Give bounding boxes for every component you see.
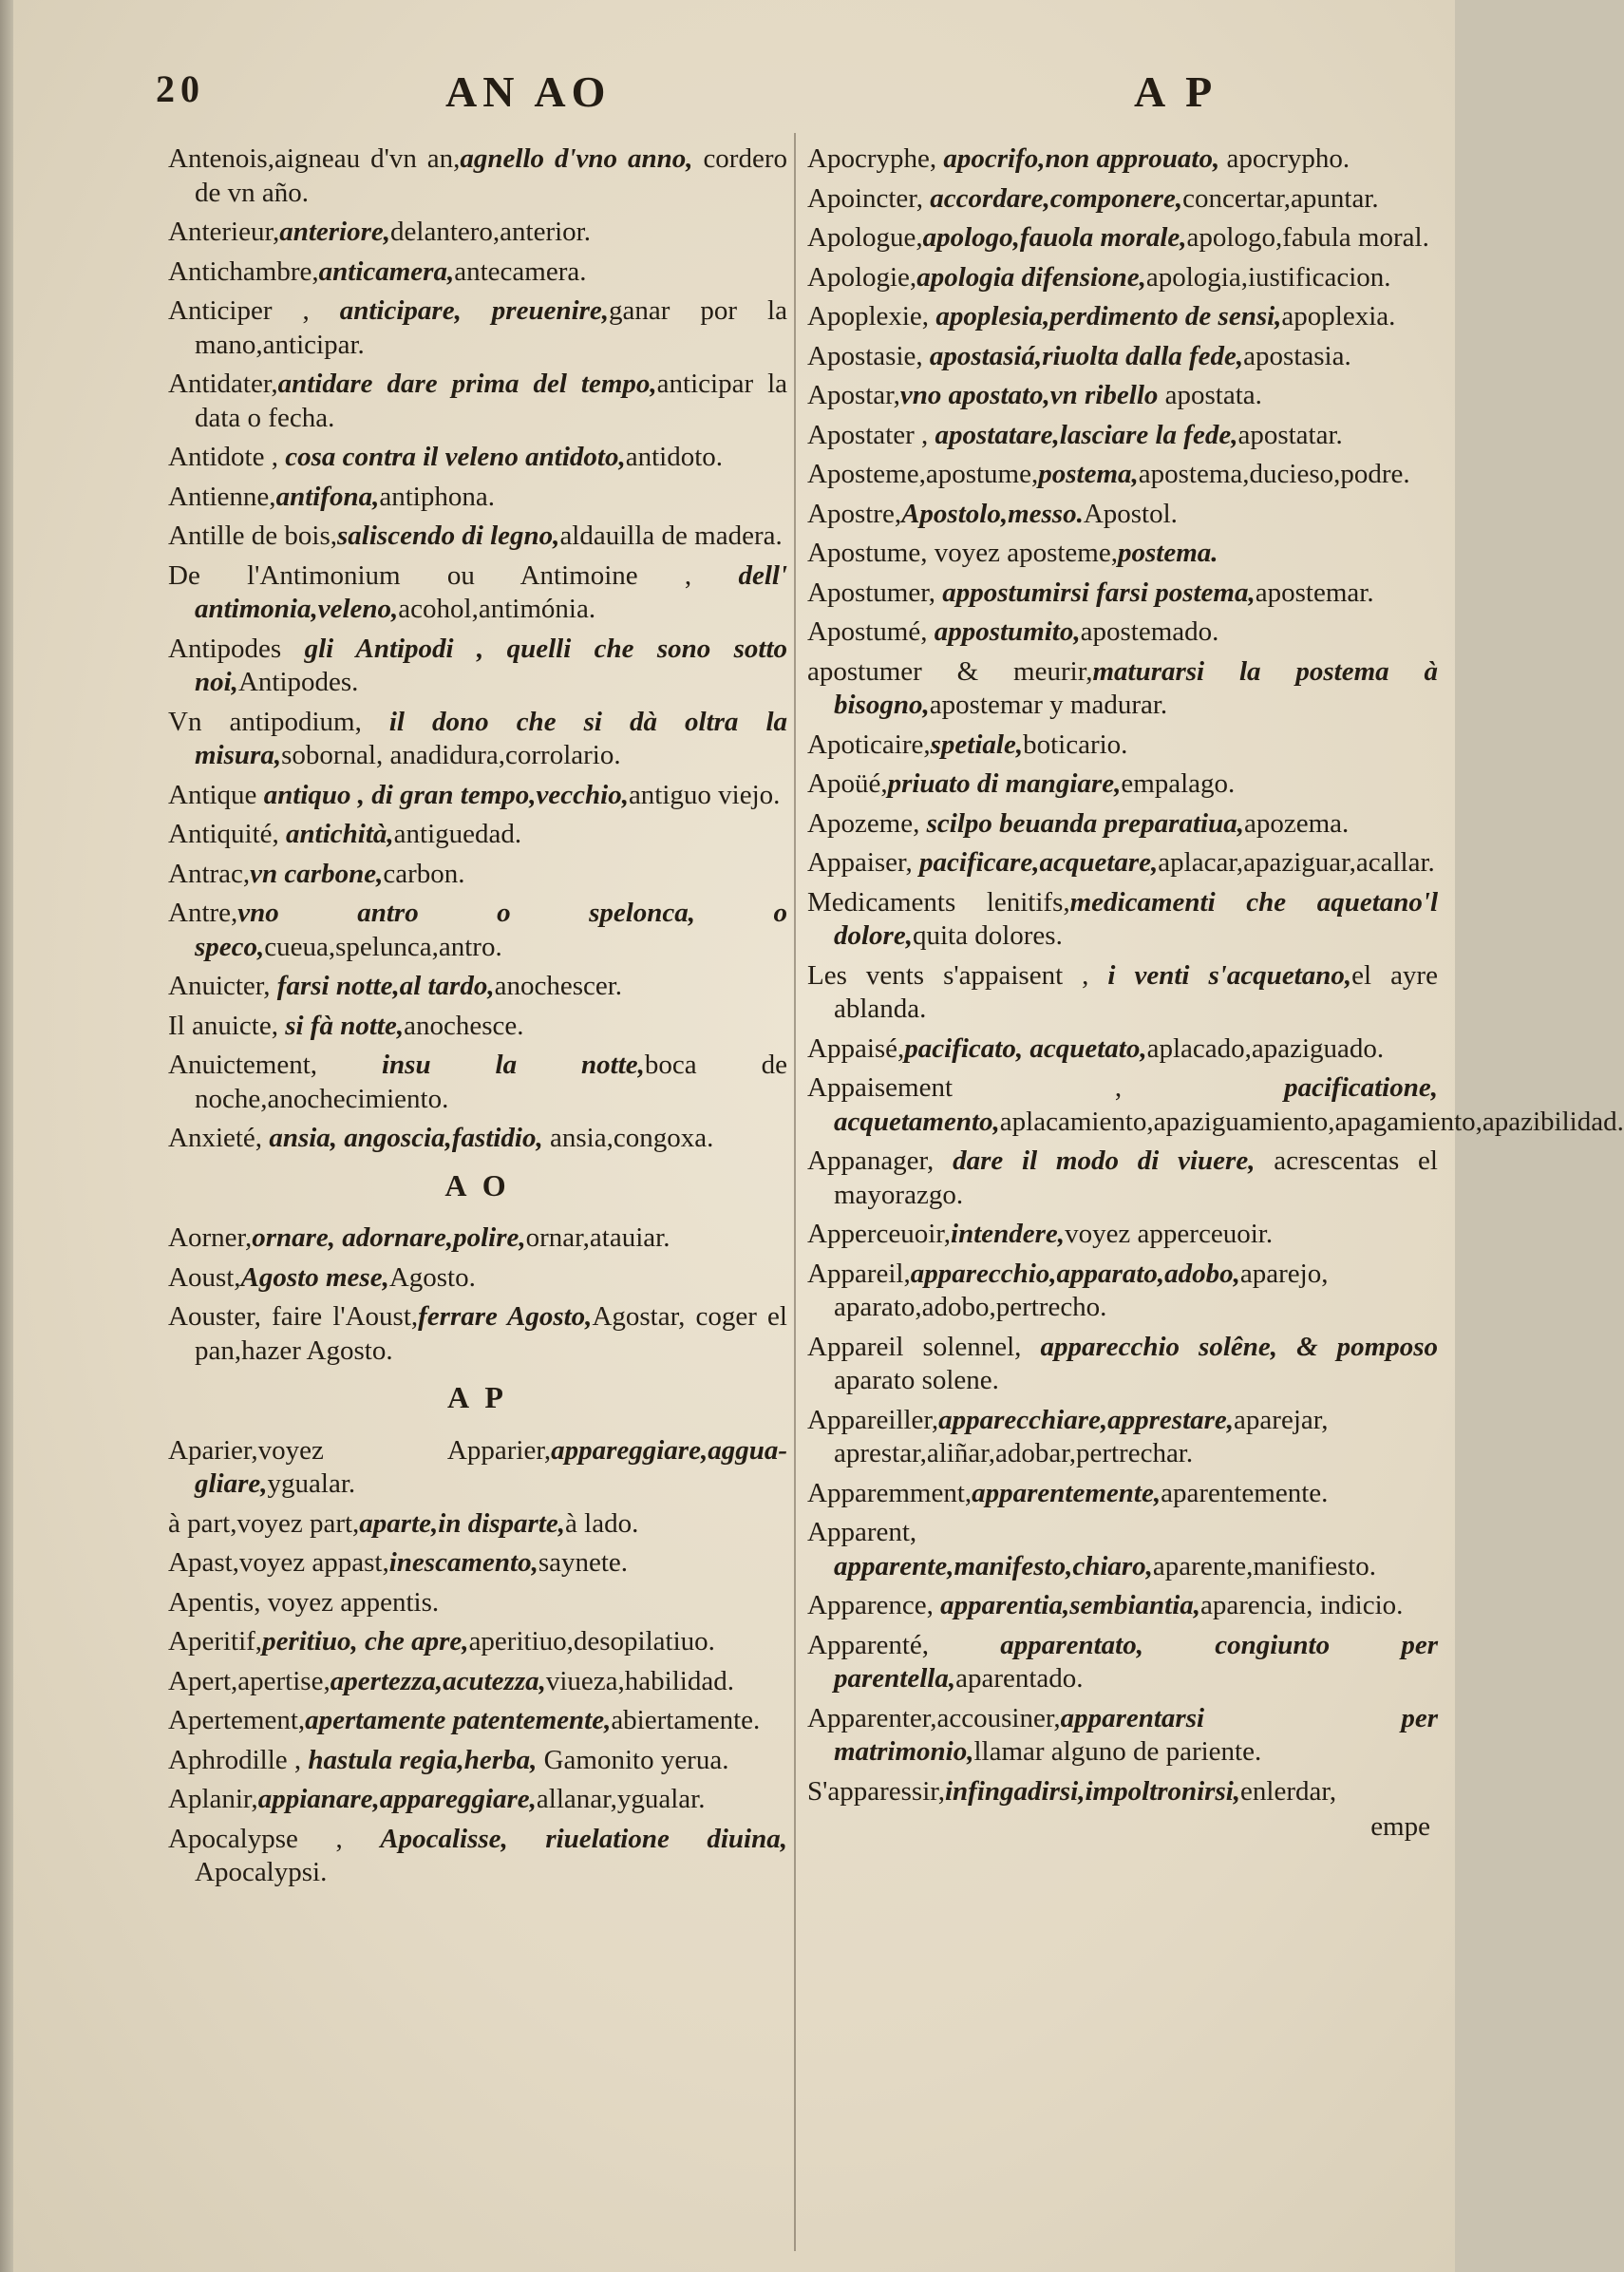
dictionary-entry	[807, 767, 1438, 802]
spanish-gloss: antiguo viejo.	[628, 779, 781, 810]
italian-gloss: si fà notte,	[285, 1010, 405, 1041]
headword: Antichambre,	[168, 256, 319, 287]
entries-ao	[168, 1221, 787, 1368]
italian-gloss: antiquo , di gran tempo,vecchio,	[263, 779, 629, 810]
italian-gloss: apertamente patentemente,	[305, 1705, 612, 1735]
dictionary-entry	[807, 846, 1438, 880]
dictionary-entry	[807, 729, 1438, 763]
spanish-gloss: abiertamente.	[611, 1705, 761, 1735]
headword: Apast,voyez appast,	[168, 1547, 389, 1578]
italian-gloss: apostatare,lasciare la fede,	[935, 419, 1238, 450]
headword: Aoust,	[168, 1261, 241, 1293]
spanish-gloss: el ayre ablanda.	[834, 959, 1438, 1024]
dictionary-entry	[807, 261, 1438, 295]
dictionary-entry	[807, 655, 1438, 723]
headword: Antipodes	[168, 633, 305, 664]
spanish-gloss: concertar,apuntar.	[1182, 182, 1379, 214]
italian-gloss: appostumirsi farsi postema,	[942, 577, 1256, 608]
headword: Apostasie,	[807, 340, 930, 371]
dictionary-entry	[168, 1261, 787, 1296]
dictionary-entry	[168, 1665, 787, 1699]
italian-gloss: apparecchio,apparato,adobo,	[910, 1258, 1240, 1289]
spanish-gloss: aplacamiento,apaziguamiento,apagamiento,apazibilidad.	[999, 1106, 1624, 1137]
italian-gloss: antifona,	[275, 481, 380, 512]
spanish-gloss: acrescentas el mayorazgo.	[834, 1145, 1438, 1210]
spanish-gloss: apostemar.	[1255, 577, 1374, 608]
headword: Anticiper ,	[168, 295, 340, 326]
dictionary-entry	[807, 577, 1438, 611]
spanish-gloss: apostemar y madurar.	[929, 690, 1168, 720]
headword: S'apparessir,	[807, 1775, 945, 1807]
dictionary-entry	[168, 368, 787, 435]
headword: Apostre,	[807, 498, 902, 529]
headword: Anterieur,	[168, 217, 280, 247]
headword: apostumer & meurir,	[807, 655, 1093, 687]
headword: à part,voyez part,	[168, 1507, 360, 1539]
italian-gloss: antidare dare prima del tempo,	[277, 369, 657, 399]
italian-gloss: appianare,appareggiare,	[257, 1784, 537, 1814]
spanish-gloss: aparente,manifiesto.	[1152, 1550, 1377, 1581]
dictionary-page	[13, 0, 1624, 2272]
italian-gloss: antichità,	[286, 819, 394, 849]
dictionary-entry	[168, 1744, 787, 1778]
spanish-gloss: cordero de vn año.	[195, 143, 787, 208]
italian-gloss: apostasiá,riuolta dalla fede,	[929, 340, 1244, 371]
dictionary-entry	[807, 142, 1438, 177]
italian-gloss: Apocalisse, riuelatione diuina,	[380, 1823, 787, 1854]
italian-gloss: infingadirsi,impoltronirsi,	[945, 1775, 1241, 1807]
headword: Antiquité,	[168, 819, 287, 849]
dictionary-entry	[807, 300, 1438, 334]
italian-gloss: gli Antipodi , quelli che sono sotto noi,	[195, 633, 787, 697]
dictionary-entry	[807, 1477, 1438, 1511]
spanish-gloss: antiphona.	[379, 481, 495, 512]
dictionary-entry	[168, 142, 787, 210]
headword: Apertement,	[168, 1705, 306, 1735]
italian-gloss: cosa contra il veleno antidoto,	[285, 442, 626, 472]
dictionary-entry	[168, 1783, 787, 1817]
headword: Apparemment,	[807, 1477, 973, 1508]
spanish-gloss: Apostol.	[1083, 498, 1178, 529]
spanish-gloss: saynete.	[538, 1547, 629, 1578]
italian-gloss: maturarsi la postema à bisogno,	[834, 655, 1438, 720]
spanish-gloss: Agostar, coger el pan,hazer Agosto.	[195, 1301, 787, 1366]
page-number: 20	[156, 67, 205, 110]
dictionary-entry	[168, 858, 787, 892]
italian-gloss: dare il modo di viuere,	[953, 1145, 1256, 1176]
italian-gloss: postema.	[1117, 538, 1218, 568]
italian-gloss: vn carbone,	[250, 858, 384, 889]
spanish-gloss: antecamera.	[454, 256, 587, 287]
dictionary-entry	[168, 481, 787, 515]
italian-gloss: i venti s'acquetano,	[1107, 959, 1352, 991]
spanish-gloss: quita dolores.	[912, 920, 1063, 951]
italian-gloss: anticamera,	[318, 256, 455, 287]
italian-gloss: pacificato, acquetato,	[904, 1032, 1147, 1064]
headword: Apoplexie,	[807, 301, 936, 331]
dictionary-entry	[168, 1704, 787, 1738]
italian-gloss: apparentia,sembiantia,	[940, 1590, 1201, 1620]
headword: Anxieté,	[168, 1123, 270, 1153]
right-column	[807, 142, 1624, 1845]
dictionary-entry	[168, 1823, 787, 1890]
headword: Les vents s'appaisent ,	[807, 959, 1108, 991]
headword: Aperitif,	[168, 1626, 263, 1657]
headword: Medicaments lenitifs,	[807, 886, 1070, 918]
headword: Vn antipodium,	[168, 706, 389, 737]
dictionary-entry	[807, 886, 1438, 954]
headword: Apparenté,	[807, 1629, 1001, 1660]
headword: Apparenter,accousiner,	[807, 1702, 1061, 1733]
italian-gloss: Apostolo,messo.	[901, 498, 1084, 529]
italian-gloss: peritiuo, che apre,	[262, 1626, 469, 1657]
dictionary-entry	[807, 221, 1438, 256]
headword: Antrac,	[168, 858, 251, 889]
dictionary-entry	[807, 1404, 1438, 1471]
spanish-gloss: antiguedad.	[393, 819, 522, 849]
page-edge-shadow	[0, 0, 13, 2272]
italian-gloss: scilpo beuanda preparatiua,	[926, 807, 1244, 839]
dictionary-entry	[168, 294, 787, 362]
headword: Antienne,	[168, 481, 276, 512]
spanish-gloss: aparencia, indicio.	[1200, 1590, 1404, 1620]
spanish-gloss: antidoto.	[625, 442, 724, 472]
dictionary-entry	[807, 419, 1438, 453]
dictionary-entry	[168, 1010, 787, 1044]
headword: Appareil,	[807, 1258, 911, 1289]
italian-gloss: vno apostato,vn ribello	[899, 380, 1159, 410]
italian-gloss: aparte,in disparte,	[359, 1507, 566, 1539]
dictionary-entry	[168, 633, 787, 700]
dictionary-entry	[168, 1586, 787, 1620]
italian-gloss: accordare,componere,	[930, 182, 1183, 214]
spanish-gloss: ansia,congoxa.	[542, 1123, 714, 1153]
headword: Apocryphe,	[807, 143, 944, 174]
headword: Apocalypse ,	[168, 1823, 381, 1854]
italian-gloss: priuato di mangiare,	[887, 768, 1122, 799]
headword: Appareiller,	[807, 1404, 939, 1435]
dictionary-entry	[807, 1145, 1438, 1212]
headword: Appaisement ,	[807, 1072, 1285, 1103]
italian-gloss: agnello d'vno anno,	[460, 143, 693, 174]
dictionary-entry	[807, 1516, 1438, 1583]
dictionary-entry	[168, 706, 787, 773]
spanish-gloss: aparejar, aprestar,aliñar,adobar,pertrechar.	[834, 1404, 1329, 1468]
dictionary-entry	[807, 379, 1438, 413]
italian-gloss: intendere,	[951, 1219, 1066, 1249]
headword: Aparier,voyez Apparier,	[168, 1434, 552, 1466]
dictionary-entry	[168, 818, 787, 852]
spanish-gloss: sobornal, anadidura,corrolario.	[281, 740, 621, 770]
spanish-gloss: apologia,iustificacion.	[1145, 261, 1391, 293]
dictionary-entry	[807, 1258, 1438, 1325]
spanish-gloss: ganar por la mano,anticipar.	[195, 295, 787, 360]
dictionary-entry	[807, 498, 1438, 532]
italian-gloss: apologo,fauola morale,	[922, 222, 1187, 253]
italian-gloss: ornare, adornare,polire,	[252, 1222, 526, 1253]
italian-gloss: pacificatione, acquetamento,	[834, 1072, 1438, 1137]
dictionary-entry	[807, 458, 1438, 492]
italian-gloss: appostumito,	[934, 616, 1081, 647]
left-running-title: AN AO	[445, 67, 612, 116]
dictionary-entry	[168, 897, 787, 964]
spanish-gloss: anticipar la data o fecha.	[195, 369, 788, 433]
headword: Apoincter,	[807, 182, 931, 214]
spanish-gloss: Gamonito yerua.	[537, 1744, 729, 1775]
spanish-gloss: apostemado.	[1080, 616, 1219, 647]
spanish-gloss: anochesce.	[404, 1010, 524, 1041]
headword: Antidater,	[168, 369, 278, 399]
spanish-gloss: aldauilla de madera.	[559, 521, 783, 551]
headword: Appaiser,	[807, 847, 920, 878]
spanish-gloss: apozema.	[1243, 807, 1350, 839]
headword: Appareil solennel,	[807, 1331, 1041, 1362]
dictionary-entry	[168, 1546, 787, 1581]
entries-app	[807, 142, 1624, 1808]
dictionary-entry	[807, 1331, 1438, 1398]
headword: Apparent,	[807, 1517, 917, 1547]
spanish-gloss: anochescer.	[494, 971, 623, 1001]
headword: Apozeme,	[807, 807, 927, 839]
italian-gloss: vno antro o spelonca, o speco,	[195, 898, 787, 962]
dictionary-entry	[807, 1218, 1438, 1252]
dictionary-entry	[168, 256, 787, 290]
entries-an	[168, 142, 787, 1156]
italian-gloss: Agosto mese,	[240, 1261, 389, 1293]
dictionary-entry	[807, 537, 1438, 571]
italian-gloss: hastula regia,herba,	[308, 1744, 538, 1775]
dictionary-entry	[168, 520, 787, 554]
dictionary-entry	[168, 1122, 787, 1156]
right-running-title: A P	[1134, 67, 1218, 116]
dictionary-entry	[168, 779, 787, 813]
headword: Apert,apertise,	[168, 1665, 330, 1696]
italian-gloss: apertezza,acutezza,	[330, 1665, 546, 1696]
dictionary-entry	[807, 1775, 1438, 1809]
dictionary-entry	[168, 1507, 787, 1542]
italian-gloss: insu la notte,	[382, 1050, 645, 1080]
headword: Apoüé,	[807, 768, 888, 799]
spanish-gloss: apostasia.	[1243, 340, 1351, 371]
italian-gloss: appareggiare,aggua-gliare,	[195, 1434, 787, 1499]
italian-gloss: apparecchiare,apprestare,	[938, 1404, 1235, 1435]
italian-gloss: apparente,manifesto,chiaro,	[834, 1550, 1153, 1581]
headword: Apologie,	[807, 261, 917, 293]
dictionary-entry	[807, 1589, 1438, 1623]
spanish-gloss: voyez apperceuoir.	[1065, 1219, 1274, 1249]
dictionary-entry	[168, 1049, 787, 1116]
catchword: empe	[1370, 1811, 1430, 1842]
dictionary-entry	[168, 1625, 787, 1659]
dictionary-entry	[168, 441, 787, 475]
headword: Apoticaire,	[807, 729, 931, 760]
dictionary-entry	[807, 1071, 1624, 1139]
italian-gloss: ferrare Agosto,	[418, 1301, 593, 1332]
spanish-gloss: apoplexia.	[1281, 301, 1396, 331]
italian-gloss: apparentemente,	[972, 1477, 1161, 1508]
italian-gloss: apologia difensione,	[916, 261, 1146, 293]
section-heading-ao: A O	[444, 1167, 511, 1202]
spanish-gloss: carbon.	[383, 858, 465, 889]
headword: Apentis, voyez appentis.	[168, 1586, 440, 1618]
spanish-gloss: cueua,spelunca,antro.	[264, 931, 502, 962]
headword: Apostumé,	[807, 616, 935, 647]
spanish-gloss: enlerdar,	[1240, 1775, 1337, 1807]
spanish-gloss: boca de noche,anochecimiento.	[195, 1050, 787, 1114]
italian-gloss: apparecchio solêne, & pomposo	[1040, 1331, 1439, 1362]
italian-gloss: apoplesia,perdimento de sensi,	[935, 301, 1282, 331]
spanish-gloss: aparejo, aparato,adobo,pertrecho.	[834, 1258, 1329, 1322]
spanish-gloss: aparentemente.	[1161, 1477, 1329, 1508]
spanish-gloss: apostatar.	[1237, 419, 1343, 450]
dictionary-entry	[807, 1032, 1438, 1067]
spanish-gloss: apostema,ducieso,podre.	[1138, 459, 1410, 489]
section-heading-ap: A P	[447, 1380, 508, 1414]
headword: Aorner,	[168, 1222, 253, 1253]
italian-gloss: anticipare, preuenire,	[339, 295, 610, 326]
spanish-gloss: à lado.	[565, 1507, 639, 1539]
dictionary-entry	[807, 1702, 1438, 1770]
headword: Antique	[168, 779, 264, 810]
spanish-gloss: allanar,ygualar.	[536, 1784, 706, 1814]
dictionary-entry	[807, 807, 1438, 842]
spanish-gloss: ygualar.	[267, 1468, 356, 1499]
entries-ap	[168, 1434, 787, 1890]
dictionary-entry	[807, 1629, 1438, 1696]
headword: Apostume, voyez aposteme,	[807, 538, 1118, 568]
left-column	[168, 142, 787, 1896]
headword: Anuictement,	[168, 1050, 382, 1080]
spanish-gloss: apologo,fabula moral.	[1186, 222, 1429, 253]
headword: Antille de bois,	[168, 521, 338, 551]
spanish-gloss: llamar alguno de pariente.	[973, 1736, 1262, 1767]
headword: Apologue,	[807, 222, 923, 253]
italian-gloss: apparentato, congiunto per parentella,	[834, 1629, 1438, 1694]
headword: Il anuicte,	[168, 1010, 286, 1041]
italian-gloss: farsi notte,al tardo,	[276, 971, 495, 1001]
spanish-gloss: Apocalypsi.	[195, 1857, 328, 1887]
dictionary-entry	[168, 1434, 787, 1502]
italian-gloss: dell' antimonia,veleno,	[195, 559, 787, 624]
spanish-gloss: Antipodes.	[237, 667, 359, 697]
headword: Aposteme,apostume,	[807, 459, 1039, 489]
italian-gloss: il dono che si dà oltra la misura,	[195, 706, 787, 770]
headword: Aplanir,	[168, 1784, 258, 1814]
dictionary-entry	[168, 559, 787, 627]
headword: De l'Antimonium ou Antimoine ,	[168, 559, 739, 591]
headword: Apperceuoir,	[807, 1219, 952, 1249]
italian-gloss: postema,	[1038, 459, 1139, 489]
spanish-gloss: Agosto.	[388, 1261, 476, 1293]
headword: Antenois,aigneau d'vn an,	[168, 143, 461, 174]
italian-gloss: inescamento,	[388, 1547, 538, 1578]
dictionary-entry	[807, 615, 1438, 650]
spanish-gloss: aparato solene.	[834, 1365, 999, 1395]
italian-gloss: saliscendo di legno,	[337, 521, 560, 551]
headword: Aouster, faire l'Aoust,	[168, 1301, 419, 1332]
spanish-gloss: ornar,atauiar.	[525, 1222, 670, 1253]
italian-gloss: anteriore,	[279, 217, 391, 247]
dictionary-entry	[168, 1300, 787, 1368]
headword: Apostumer,	[807, 577, 943, 608]
spanish-gloss: viueza,habilidad.	[545, 1665, 734, 1696]
spanish-gloss: apostata.	[1158, 380, 1262, 410]
italian-gloss: medicamenti che aquetano'l dolore,	[834, 886, 1439, 951]
italian-gloss: pacificare,acquetare,	[919, 847, 1159, 878]
headword: Aphrodille ,	[168, 1744, 309, 1775]
headword: Antre,	[168, 898, 238, 928]
dictionary-entry	[807, 340, 1438, 374]
spanish-gloss: delantero,anterior.	[390, 217, 591, 247]
headword: Apostater ,	[807, 419, 935, 450]
dictionary-entry	[168, 1221, 787, 1256]
italian-gloss: apparentarsi per matrimonio,	[834, 1702, 1438, 1767]
spanish-gloss: aperitiuo,desopilatiuo.	[468, 1626, 715, 1657]
italian-gloss: ansia, angoscia,fastidio,	[269, 1123, 543, 1153]
dictionary-entry	[807, 959, 1438, 1027]
column-divider	[794, 133, 796, 2251]
spanish-gloss: empalago.	[1121, 768, 1236, 799]
spanish-gloss: boticario.	[1023, 729, 1128, 760]
headword: Apostar,	[807, 380, 900, 410]
running-head	[13, 66, 1455, 133]
spanish-gloss: aplacado,apaziguado.	[1146, 1032, 1385, 1064]
spanish-gloss: aparentado.	[955, 1663, 1084, 1694]
headword: Appanager,	[807, 1145, 954, 1176]
dictionary-entry	[168, 970, 787, 1004]
spanish-gloss: aplacar,apaziguar,acallar.	[1158, 847, 1435, 878]
headword: Apparence,	[807, 1590, 941, 1620]
spanish-gloss: acohol,antimónia.	[398, 594, 596, 624]
spanish-gloss: apocrypho.	[1219, 143, 1350, 174]
dictionary-entry	[807, 182, 1438, 217]
headword: Antidote ,	[168, 442, 286, 472]
headword: Anuicter,	[168, 971, 277, 1001]
dictionary-entry	[168, 216, 787, 250]
italian-gloss: spetiale,	[930, 729, 1024, 760]
headword: Appaisé,	[807, 1032, 905, 1064]
italian-gloss: apocrifo,non approuato,	[943, 143, 1220, 174]
